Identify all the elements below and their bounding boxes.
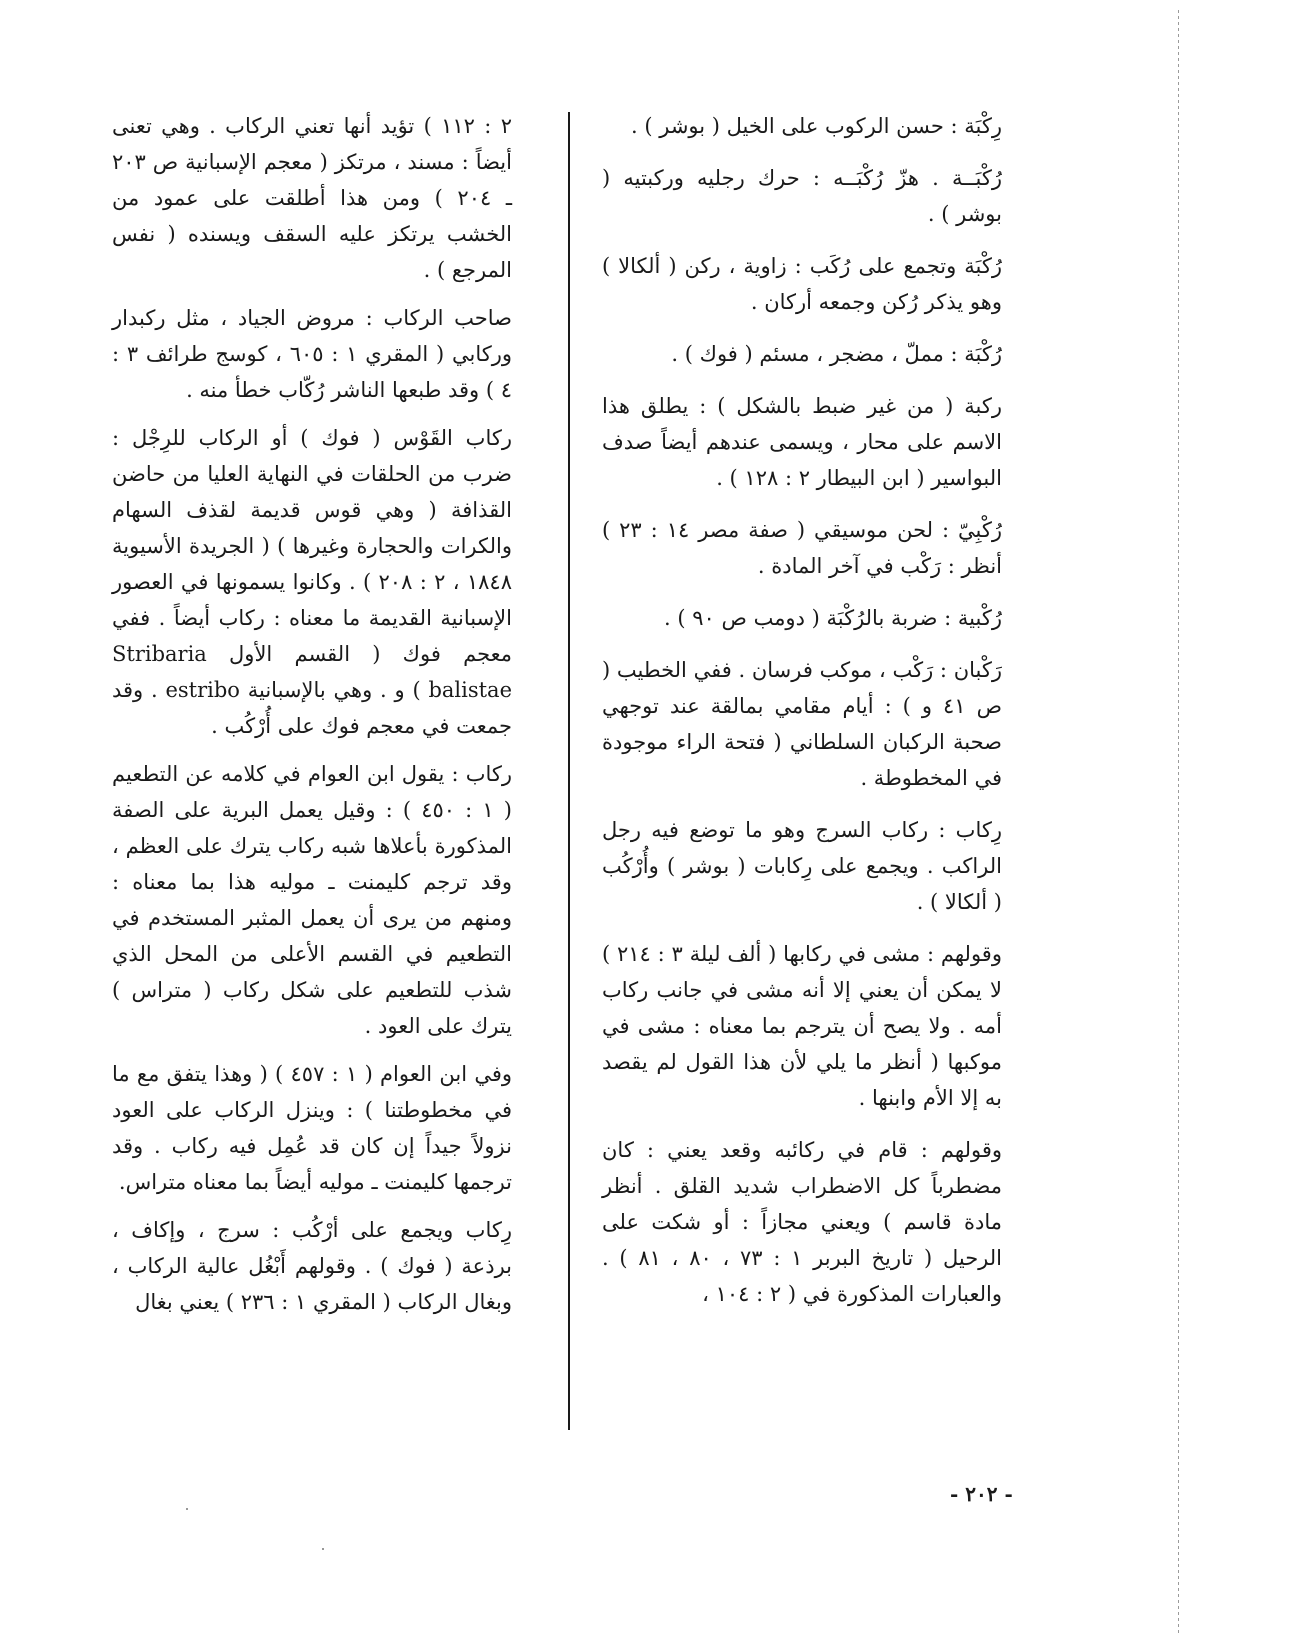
scan-speck — [322, 1548, 324, 1550]
dictionary-entry: صاحب الركاب : مروض الجياد ، مثل ركبدار وركابي ( المقري ١ : ٦٠٥ ، كوسج طرائف ٣ : ٤ ) وقد طبعها الناشر رُكّاب خطأ منه . — [112, 306, 512, 402]
dictionary-entry: رُكْبية : ضربة بالرُكْبَة ( دومب ص ٩٠ ) . — [664, 606, 1002, 630]
dictionary-entry: رُكْبَة وتجمع على رُكَب : زاوية ، ركن ( ألكالا ) وهو يذكر رُكن وجمعه أركان . — [602, 254, 1002, 314]
dictionary-entry: رَكْبان : رَكْب ، موكب فرسان . ففي الخطيب ( ص ٤١ و ) : أيام مقامي بمالقة عند توجهي صحبة الركبان السلطاني ( فتحة الراء موجودة في المخطوطة . — [602, 658, 1002, 790]
dictionary-entry: وقولهم : قام في ركائبه وقعد يعني : كان مضطرباً كل الاضطراب شديد القلق . أنظر مادة قاسم ) ويعني مجازاً : أو شكت على الرحيل ( تاريخ البربر ١ : ٧٣ ، ٨٠ ، ٨١ ) . والعبارات المذكورة في ( ٢ : ١٠٤ ، — [602, 1138, 1002, 1306]
dictionary-entry: ركبة ( من غير ضبط بالشكل ) : يطلق هذا الاسم على محار ، ويسمى عندهم أيضاً صدف البواسير ( ابن البيطار ٢ : ١٢٨ ) . — [602, 394, 1002, 490]
dictionary-entry: رُكْبَة : مملّ ، مضجر ، مسئم ( فوك ) . — [671, 342, 1002, 366]
dictionary-entry: رِكاب : ركاب السرج وهو ما توضع فيه رجل الراكب . ويجمع على رِكابات ( بوشر ) وأُرْكُب ( ألكالا ) . — [602, 818, 1002, 914]
left-column — [112, 108, 512, 1332]
scan-edge-line — [1178, 10, 1179, 1636]
dictionary-entry: ٢ : ١١٢ ) تؤيد أنها تعني الركاب . وهي تعنى أيضاً : مسند ، مرتكز ( معجم الإسبانية ص ٢٠٣ ـ ٢٠٤ ) ومن هذا أطلقت على عمود من الخشب يرتكز عليه السقف ويسنده ( نفس المرجع ) . — [112, 114, 513, 282]
dictionary-entry: ركاب : يقول ابن العوام في كلامه عن التطعيم ( ١ : ٤٥٠ ) : وقيل يعمل البرية على الصفة المذكورة بأعلاها شبه ركاب يترك على العظم ، وقد ترجم كليمنت ـ موليه هذا بما معناه : ومنهم من يرى أن يعمل المثبر المستخدم في التطعيم في القسم الأعلى من المحل الذي شذب للتطعيم على شكل ركاب ( متراس ) يترك على العود . — [112, 762, 512, 1038]
dictionary-entry: رِكاب ويجمع على أرْكُب : سرج ، وإكاف ، برذعة ( فوك ) . وقولهم أَبْغُل عالية الركاب ، وبغال الركاب ( المقري ١ : ٢٣٦ ) يعني بغال — [112, 1218, 512, 1314]
dictionary-entry: رِكْبَة : حسن الركوب على الخيل ( بوشر ) . — [631, 114, 1002, 138]
dictionary-entry: ركاب القَوْس ( فوك ) أو الركاب للرِجْل : ضرب من الحلقات في النهاية العليا من حاضن القذافة ( وهي قوس قديمة لقذف السهام والكرات والحجارة وغيرها ) ( الجريدة الأسيوية ١٨٤٨ ، ٢ : ٢٠٨ ) . وكانوا يسمونها في العصور الإسبانية القديمة ما معناه : ركاب أيضاً . ففي معجم فوك ( القسم الأول Stribaria balistae ) و . وهي بالإسبانية estribo . وقد جمعت في معجم فوك على أُرْكُب . — [112, 426, 512, 738]
dictionary-entry: وفي ابن العوام ( ١ : ٤٥٧ ) ( وهذا يتفق مع ما في مخطوطتنا ) : وينزل الركاب على العود نزولاً جيداً إن كان قد عُمِل فيه ركاب . وقد ترجمها كليمنت ـ موليه أيضاً بما معناه متراس. — [112, 1062, 512, 1194]
page-number: - ٢٠٢ - — [950, 1482, 1013, 1506]
dictionary-entry: رُكْبَــة . هزّ رُكْبَــه : حرك رجليه وركبتيه ( بوشر ) . — [602, 166, 1002, 226]
column-divider — [568, 112, 570, 1430]
right-column — [602, 108, 1002, 1328]
dictionary-entry: وقولهم : مشى في ركابها ( ألف ليلة ٣ : ٢١٤ ) لا يمكن أن يعني إلا أنه مشى في جانب ركاب أمه . ولا يصح أن يترجم بما معناه : مشى في موكبها ( أنظر ما يلي لأن هذا القول لم يقصد به إلا الأم وابنها . — [602, 942, 1002, 1110]
scan-speck — [186, 1508, 188, 1510]
dictionary-entry: رُكْبِيّ : لحن موسيقي ( صفة مصر ١٤ : ٢٣ ) أنظر : رَكْب في آخر المادة . — [602, 518, 1002, 578]
